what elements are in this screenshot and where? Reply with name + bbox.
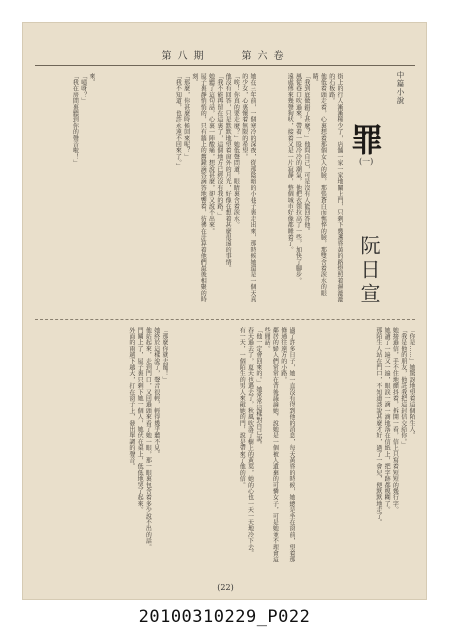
paragraph: 「那麼你就去罷！」 <box>161 327 168 383</box>
paragraph: 屋子裏靜悄悄的，只有牆上的舊鐘滴答滴答地響着，彷彿在計算着他們最後相聚的時刻。 <box>190 73 207 303</box>
paragraph: 那陌生人站在門口，不知道該說甚麼才好，過了一會兒，便默默地走了。 <box>374 327 382 526</box>
paragraph: 「我在房間裏聽到你的聲音啦！」 <box>71 73 79 166</box>
paragraph: 來。 <box>88 73 95 86</box>
paragraph: 「噫呀？」 <box>79 73 87 104</box>
paragraph: 她接過信，手不住地顫抖着，拆開一看，信上只寫着短短的幾行字。 <box>391 327 399 513</box>
paragraph: 街上的行人漸漸稀少了，店舖一家一家地關上門，只剩下幾盞昏黃的路燈照着濕漉漉的石板路。 <box>327 73 343 303</box>
text-column-lower-right <box>303 327 415 567</box>
paragraph: 她讀了一遍又一遍，眼淚一滴一滴地落在信紙上，把字跡都模糊了。 <box>383 327 391 513</box>
paragraph: 門關上了，屋子裏只剩下她一個人，她伏在桌上，低低地哭了起來。 <box>136 327 144 513</box>
document-page <box>22 22 427 600</box>
author-name: 阮日宣 <box>357 235 381 307</box>
paragraph: 過了許多日子，她一直沒有得到他的消息，每天黃昏的時候，她總是坐在窗前，望着那條通往遠方的小路。 <box>279 327 295 563</box>
paragraph: 她在三年前，一個寒冷的深夜，從那陰暗的小巷子裏走出來，那時候她還是一個天真的少女，心裏懷着無限的希望。 <box>240 73 256 303</box>
page-header: 第八期 第六卷 <box>161 51 290 62</box>
part-number: (一) <box>359 157 374 166</box>
paragraph: 她聽了這句話，心裏一陣酸痛，想說甚麼，卻又說不出來。 <box>207 73 215 235</box>
paragraph: 他沒有回答，只是默默地望着窗外的月光，好像在想着甚麼很遠的事情。 <box>224 73 232 272</box>
paragraph: 她終於這樣說了，聲音很輕，輕得幾乎聽不見。 <box>152 327 160 458</box>
paragraph: 「我到底做錯了甚麼？」他問自己，可是沒有人能回答他。 <box>302 73 310 235</box>
paragraph: 遠處傳來幾聲狗吠，接着又是一片寂靜，整個城市好像都睡着了。 <box>286 73 294 253</box>
text-column-upper-right <box>263 73 343 308</box>
paragraph: 「我是他的朋友，他託我把這封信交給你。」 <box>399 327 407 448</box>
paragraph: 風從巷口吹過來，帶着一股冷冷的潮氣，他把衣領拉高了一些，加快了腳步。 <box>294 73 302 284</box>
text-column-lower-middle <box>175 327 295 567</box>
archive-caption: 20100310229_P022 <box>138 607 311 627</box>
paragraph: 鄰居的婦人們常常在背後議論她，說她是一個被人遺棄的可憐女子，可是她並不理會這些閒話。 <box>263 327 279 563</box>
section-label: 中篇小說 <box>396 71 405 105</box>
paragraph: 「你是……」她驚訝地望着這個陌生人。 <box>408 327 415 439</box>
column-divider <box>35 319 415 320</box>
paragraph: 「我不知道，也許永遠不回來了。」 <box>174 73 182 170</box>
paragraph: 「他一定會回來的。」她常常這樣對自己說。 <box>254 327 262 448</box>
paragraph: 他低着頭走着，心裏想着那個女人的臉，那張蒼白而憔悴的臉，那雙含着淚水的眼睛。 <box>311 73 327 297</box>
page-number: (22) <box>217 583 234 592</box>
text-column-upper-middle <box>101 73 256 308</box>
paragraph: 外面的雨越下越大，打在窗子上，發出單調的聲音。 <box>127 327 135 470</box>
paragraph: 有一天，一個陌生的男人來敲她的門，說是帶來了他的信。 <box>238 327 246 489</box>
text-column-lower-left <box>53 327 168 567</box>
header-rule <box>35 65 415 66</box>
paragraph: 他站起來，走到門口，又回過頭來看了她一眼，那一眼裏包含着多少說不出的話。 <box>144 327 152 551</box>
paragraph: 春天過去了，夏天也過去了，秋風吹落了樹上的黃葉，她的心也一天一天地冷下去。 <box>246 327 254 557</box>
paragraph: 「唉！你真的要走麼？」她低聲問道，眼睛裏含着淚水。 <box>232 73 240 228</box>
article-title: 罪 <box>351 121 384 159</box>
text-column-upper-left <box>55 73 95 308</box>
paragraph: 「我不能再留在這裏了，這個地方已經沒有我的路。」 <box>215 73 223 219</box>
paragraph: 「那麼，你甚麼時候回來呢？」 <box>182 73 190 160</box>
